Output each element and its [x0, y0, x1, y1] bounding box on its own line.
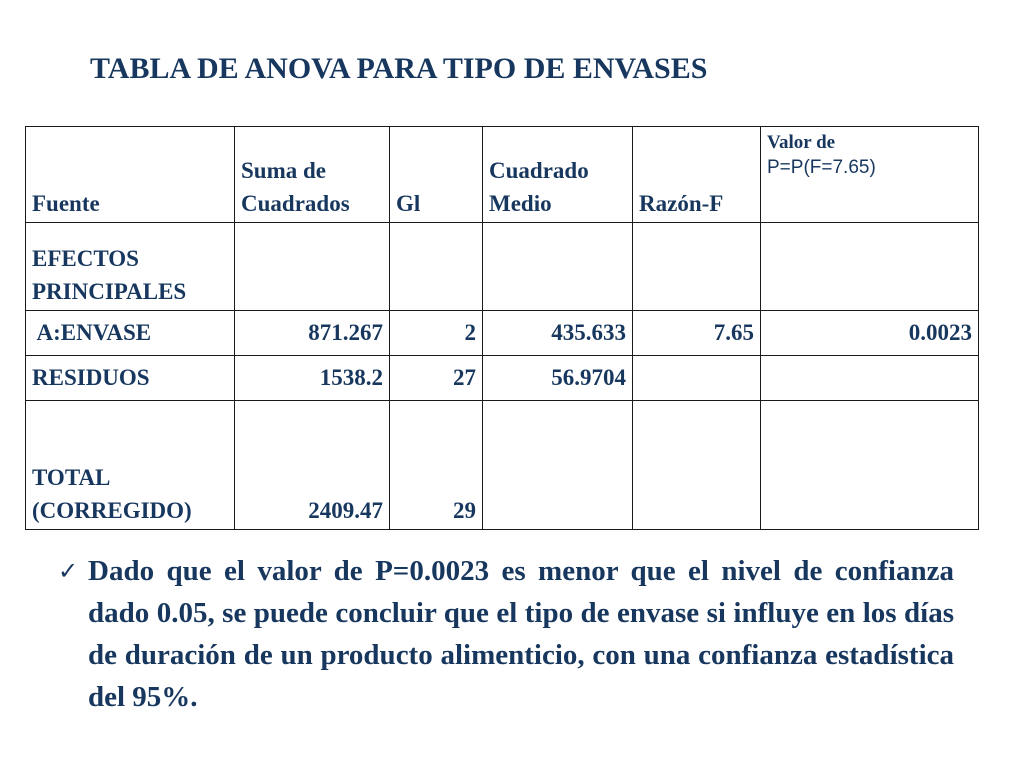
header-gl: Gl [390, 127, 483, 223]
page-title: TABLA DE ANOVA PARA TIPO DE ENVASES [90, 52, 708, 85]
anova-table [25, 126, 979, 530]
header-cuadrado-medio: Cuadrado Medio [483, 127, 633, 223]
table-row [26, 223, 979, 311]
conclusion-text: Dado que el valor de P=0.0023 es menor que el nivel de confianza dado 0.05, se puede concluir que el tipo de envase si influye en los días de duración de un producto alimenticio, con una confianza estadística del 95%. [88, 555, 954, 713]
cell-razon [633, 356, 761, 401]
cell-cuadrado: 56.9704 [483, 356, 633, 401]
cell-suma: 871.267 [235, 311, 390, 356]
cell-gl: 27 [390, 356, 483, 401]
cell-cuadrado [483, 401, 633, 530]
table-row [26, 356, 979, 401]
cell-razon: 7.65 [633, 311, 761, 356]
table-row [26, 401, 979, 530]
conclusion-paragraph [58, 550, 954, 718]
header-valor-p-line2: P=P(F=7.65) [767, 157, 876, 178]
cell-p [761, 401, 979, 530]
cell-gl [390, 223, 483, 311]
cell-gl: 2 [390, 311, 483, 356]
cell-fuente: A:ENVASE [26, 311, 235, 356]
cell-p: 0.0023 [761, 311, 979, 356]
cell-razon [633, 223, 761, 311]
cell-fuente: TOTAL (CORREGIDO) [26, 401, 235, 530]
cell-suma [235, 223, 390, 311]
cell-razon [633, 401, 761, 530]
cell-cuadrado [483, 223, 633, 311]
header-suma-de-cuadrados: Suma de Cuadrados [235, 127, 390, 223]
table-header-row [26, 127, 979, 223]
cell-fuente: RESIDUOS [26, 356, 235, 401]
cell-suma: 2409.47 [235, 401, 390, 530]
header-valor-p [761, 127, 979, 223]
header-valor-p-line1: Valor de [767, 132, 836, 153]
cell-fuente: EFECTOS PRINCIPALES [26, 223, 235, 311]
cell-suma: 1538.2 [235, 356, 390, 401]
header-fuente: Fuente [26, 127, 235, 223]
checkmark-icon: ✓ [58, 557, 79, 585]
cell-gl: 29 [390, 401, 483, 530]
cell-p [761, 223, 979, 311]
cell-p [761, 356, 979, 401]
table-row [26, 311, 979, 356]
header-razon-f: Razón-F [633, 127, 761, 223]
cell-cuadrado: 435.633 [483, 311, 633, 356]
